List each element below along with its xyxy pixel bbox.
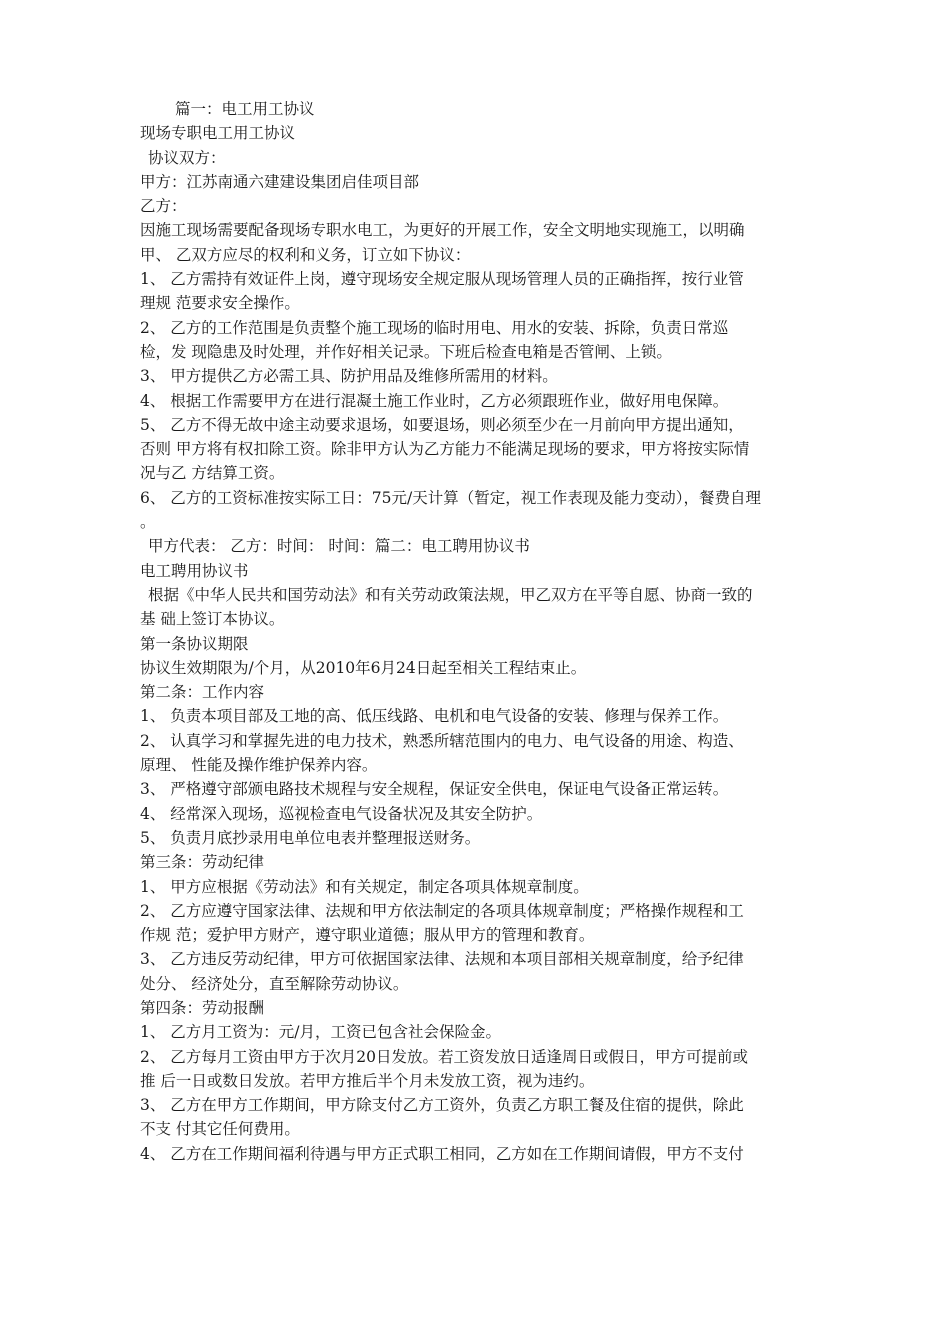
text-line: 理规 范要求安全操作。 xyxy=(140,294,300,313)
text-line: 甲方代表： 乙方：时间： 时间：篇二：电工聘用协议书 xyxy=(148,537,530,556)
text-line: 3、 乙方违反劳动纪律，甲方可依据国家法律、法规和本项目部相关规章制度，给予纪律 xyxy=(140,950,744,969)
text-line: 2、 乙方每月工资由甲方于次月20日发放。若工资发放日适逢周日或假日，甲方可提前或 xyxy=(140,1047,749,1066)
text-line: 6、 乙方的工资标准按实际工日：75元/天计算（暂定，视工作表现及能力变动），餐费自理 xyxy=(140,488,761,507)
text-line: 协议生效期限为/个月，从2010年6月24日起至相关工程结束止。 xyxy=(140,658,587,677)
text-line: 检，发 现隐患及时处理，并作好相关记录。下班后检查电箱是否管闸、上锁。 xyxy=(140,342,672,361)
text-line: 4、 根据工作需要甲方在进行混凝土施工作业时，乙方必须跟班作业，做好用电保障。 xyxy=(140,391,729,410)
article-heading: 第一条协议期限 xyxy=(140,634,249,653)
text-line: 1、 乙方月工资为：元/月，工资已包含社会保险金。 xyxy=(140,1023,502,1042)
text-line: 因施工现场需要配备现场专职水电工，为更好的开展工作，安全文明地实现施工，以明确 xyxy=(140,221,745,240)
article-heading: 第二条：工作内容 xyxy=(140,683,265,702)
text-line: 2、 乙方应遵守国家法律、法规和甲方依法制定的各项具体规章制度；严格操作规程和工 xyxy=(140,901,744,920)
text-line: 不支 付其它任何费用。 xyxy=(140,1120,300,1139)
text-line: 4、 乙方在工作期间福利待遇与甲方正式职工相同，乙方如在工作期间请假，甲方不支付 xyxy=(140,1144,744,1163)
text-line: 况与乙 方结算工资。 xyxy=(140,464,285,483)
text-line: 甲方：江苏南通六建建设集团启佳项目部 xyxy=(140,172,420,191)
text-line: 1、 乙方需持有效证件上岗，遵守现场安全规定服从现场管理人员的正确指挥，按行业管 xyxy=(140,270,744,289)
text-line: 原理、 性能及操作维护保养内容。 xyxy=(140,756,378,775)
text-line: 1、 负责本项目部及工地的高、低压线路、电机和电气设备的安装、修理与保养工作。 xyxy=(140,707,729,726)
text-line: 3、 乙方在甲方工作期间，甲方除支付乙方工资外，负责乙方职工餐及住宿的提供，除此 xyxy=(140,1096,744,1115)
text-line: 4、 经常深入现场，巡视检查电气设备状况及其安全防护。 xyxy=(140,804,543,823)
text-line: 处分、 经济处分，直至解除劳动协议。 xyxy=(140,974,409,993)
text-line: 5、 乙方不得无故中途主动要求退场，如要退场，则必须至少在一月前向甲方提出通知， xyxy=(140,415,744,434)
article-heading: 第三条：劳动纪律 xyxy=(140,853,265,872)
text-line: 1、 甲方应根据《劳动法》和有关规定，制定各项具体规章制度。 xyxy=(140,877,589,896)
text-line: 乙方： xyxy=(140,197,187,216)
text-line: 3、 严格遵守部颁电路技术规程与安全规程，保证安全供电，保证电气设备正常运转。 xyxy=(140,780,729,799)
text-line: 2、 认真学习和掌握先进的电力技术，熟悉所辖范围内的电力、电气设备的用途、构造、 xyxy=(140,731,744,750)
article-heading: 第四条：劳动报酬 xyxy=(140,998,265,1017)
text-line: 否则 甲方将有权扣除工资。除非甲方认为乙方能力不能满足现场的要求，甲方将按实际情 xyxy=(140,440,750,459)
agreement-title: 电工聘用协议书 xyxy=(140,561,249,580)
agreement-title: 现场专职电工用工协议 xyxy=(140,124,296,143)
text-line: 2、 乙方的工作范围是负责整个施工现场的临时用电、用水的安装、拆除，负责日常巡 xyxy=(140,318,729,337)
text-line: 。 xyxy=(140,513,156,532)
text-line: 5、 负责月底抄录用电单位电表并整理报送财务。 xyxy=(140,828,481,847)
text-line: 作规 范；爱护甲方财产，遵守职业道德；服从甲方的管理和教育。 xyxy=(140,926,595,945)
text-line: 基 础上签订本协议。 xyxy=(140,610,285,629)
text-line: 推 后一日或数日发放。若甲方推后半个月未发放工资，视为违约。 xyxy=(140,1071,595,1090)
section-title: 篇一：电工用工协议 xyxy=(175,100,315,118)
document-body xyxy=(140,97,830,1166)
text-line: 甲、 乙双方应尽的权利和义务，订立如下协议： xyxy=(140,245,471,264)
text-line: 3、 甲方提供乙方必需工具、防护用品及维修所需用的材料。 xyxy=(140,367,558,386)
text-line: 根据《中华人民共和国劳动法》和有关劳动政策法规，甲乙双方在平等自愿、协商一致的 xyxy=(148,585,753,604)
text-line: 协议双方： xyxy=(148,148,226,167)
